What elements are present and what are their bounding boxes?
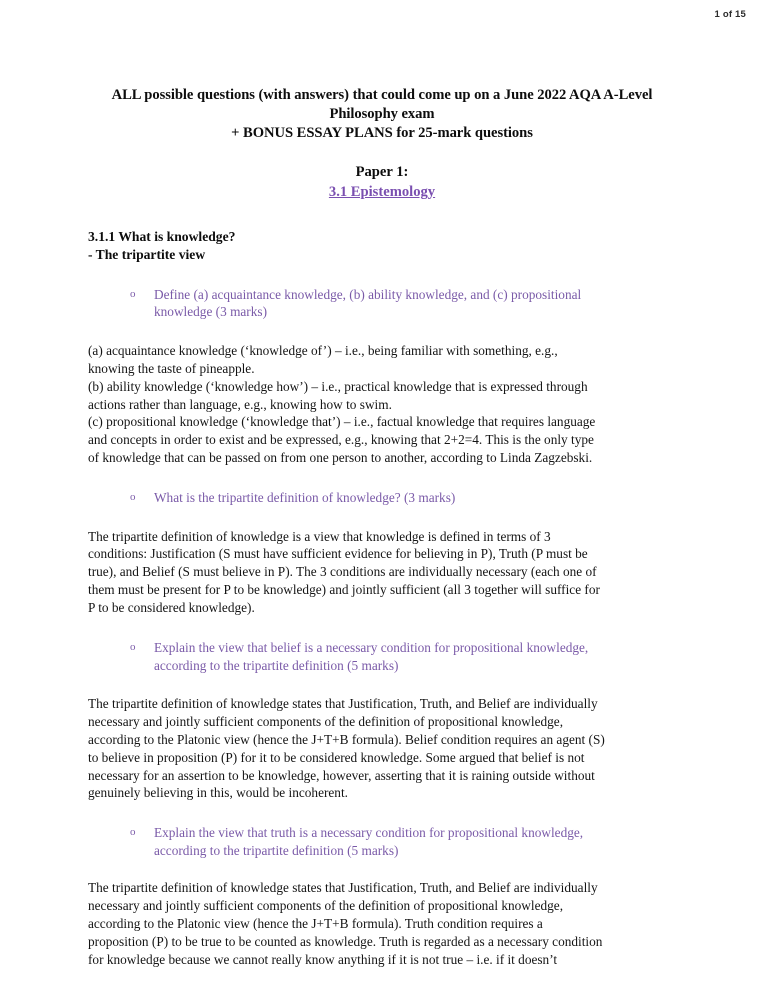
title-line-1: ALL possible questions (with answers) that could come up on a June 2022 AQA A-Level: [111, 87, 653, 103]
paper-block: [88, 163, 676, 200]
answer-line: of knowledge that can be passed on from one person to another, according to Linda Zagzebski.: [88, 450, 593, 466]
title-line-3: + BONUS ESSAY PLANS for 25-mark questions: [231, 125, 533, 142]
answer-line: P to be considered knowledge).: [88, 600, 255, 616]
paper-label: Paper 1:: [355, 164, 409, 181]
bullet-circle-icon: o: [130, 826, 136, 839]
section-heading-main: 3.1.1 What is knowledge?: [88, 228, 236, 244]
bullet-circle-icon: o: [130, 287, 136, 300]
question-item[interactable]: [128, 824, 676, 859]
question-line: Explain the view that truth is a necessary condition for propositional knowledge,: [154, 825, 584, 841]
epistemology-link[interactable]: 3.1 Epistemology: [328, 183, 436, 200]
answer-paragraph: [88, 528, 676, 617]
question-line: knowledge (3 marks): [154, 304, 267, 320]
document-title: [88, 86, 676, 143]
question-line: Define (a) acquaintance knowledge, (b) ability knowledge, and (c) propositional: [154, 286, 582, 302]
answer-line: necessary for an assertion to be knowledge, however, asserting that it is raining outside without: [88, 767, 595, 783]
section-heading: [88, 228, 676, 264]
answer-paragraph: [88, 342, 676, 467]
answer-line: to believe in proposition (P) for it to be considered knowledge. Some argued that belief is not: [88, 749, 585, 765]
question-line: according to the tripartite definition (5 marks): [154, 657, 399, 673]
answer-line: (c) propositional knowledge (‘knowledge that’) – i.e., factual knowledge that requires language: [88, 414, 596, 430]
answer-line: The tripartite definition of knowledge states that Justification, Truth, and Belief are individually: [88, 880, 598, 896]
bullet-circle-icon: o: [130, 640, 136, 653]
answer-line: true), and Belief (S must believe in P). The 3 conditions are individually necessary (each one of: [88, 564, 597, 580]
question-line: according to the tripartite definition (5 marks): [154, 842, 399, 858]
answer-line: knowing the taste of pineapple.: [88, 360, 255, 376]
answer-line: (b) ability knowledge (‘knowledge how’) – i.e., practical knowledge that is expressed through: [88, 378, 588, 394]
answer-line: The tripartite definition of knowledge is a view that knowledge is defined in terms of 3: [88, 528, 551, 544]
answer-line: actions rather than language, e.g., knowing how to swim.: [88, 396, 392, 412]
question-item[interactable]: [128, 639, 676, 674]
answer-line: The tripartite definition of knowledge states that Justification, Truth, and Belief are individually: [88, 696, 598, 712]
answer-line: proposition (P) to be true to be counted as knowledge. Truth is regarded as a necessary condition: [88, 934, 603, 950]
answer-line: necessary and jointly sufficient components of the definition of propositional knowledge,: [88, 713, 564, 729]
question-item[interactable]: [128, 286, 676, 321]
page-indicator: 1 of 15: [714, 9, 746, 20]
answer-line: for knowledge because we cannot really know anything if it is not true – i.e. if it doesn’t: [88, 951, 558, 967]
answer-line: conditions: Justification (S must have sufficient evidence for believing in P), Truth (P must be: [88, 546, 588, 562]
answer-line: them must be present for P to be knowledge) and jointly sufficient (all 3 together will suffice for: [88, 582, 600, 598]
answer-paragraph: [88, 879, 676, 968]
answer-line: genuinely believing in this, would be incoherent.: [88, 785, 348, 801]
title-line-2: Philosophy exam: [329, 105, 435, 122]
question-line: What is the tripartite definition of knowledge? (3 marks): [154, 490, 456, 506]
answer-paragraph: [88, 695, 676, 802]
question-item[interactable]: [128, 489, 676, 507]
document-content: [88, 86, 676, 969]
section-subheading: - The tripartite view: [88, 246, 206, 262]
answer-line: (a) acquaintance knowledge (‘knowledge of’) – i.e., being familiar with something, e.g.,: [88, 342, 558, 358]
answer-line: necessary and jointly sufficient components of the definition of propositional knowledge,: [88, 898, 564, 914]
answer-line: according to the Platonic view (hence the J+T+B formula). Belief condition requires an agent (S): [88, 731, 605, 747]
question-line: Explain the view that belief is a necessary condition for propositional knowledge,: [154, 639, 589, 655]
answer-line: according to the Platonic view (hence the J+T+B formula). Truth condition requires a: [88, 916, 543, 932]
bullet-circle-icon: o: [130, 491, 136, 504]
answer-line: and concepts in order to exist and be expressed, e.g., knowing that 2+2=4. This is the only type: [88, 432, 594, 448]
